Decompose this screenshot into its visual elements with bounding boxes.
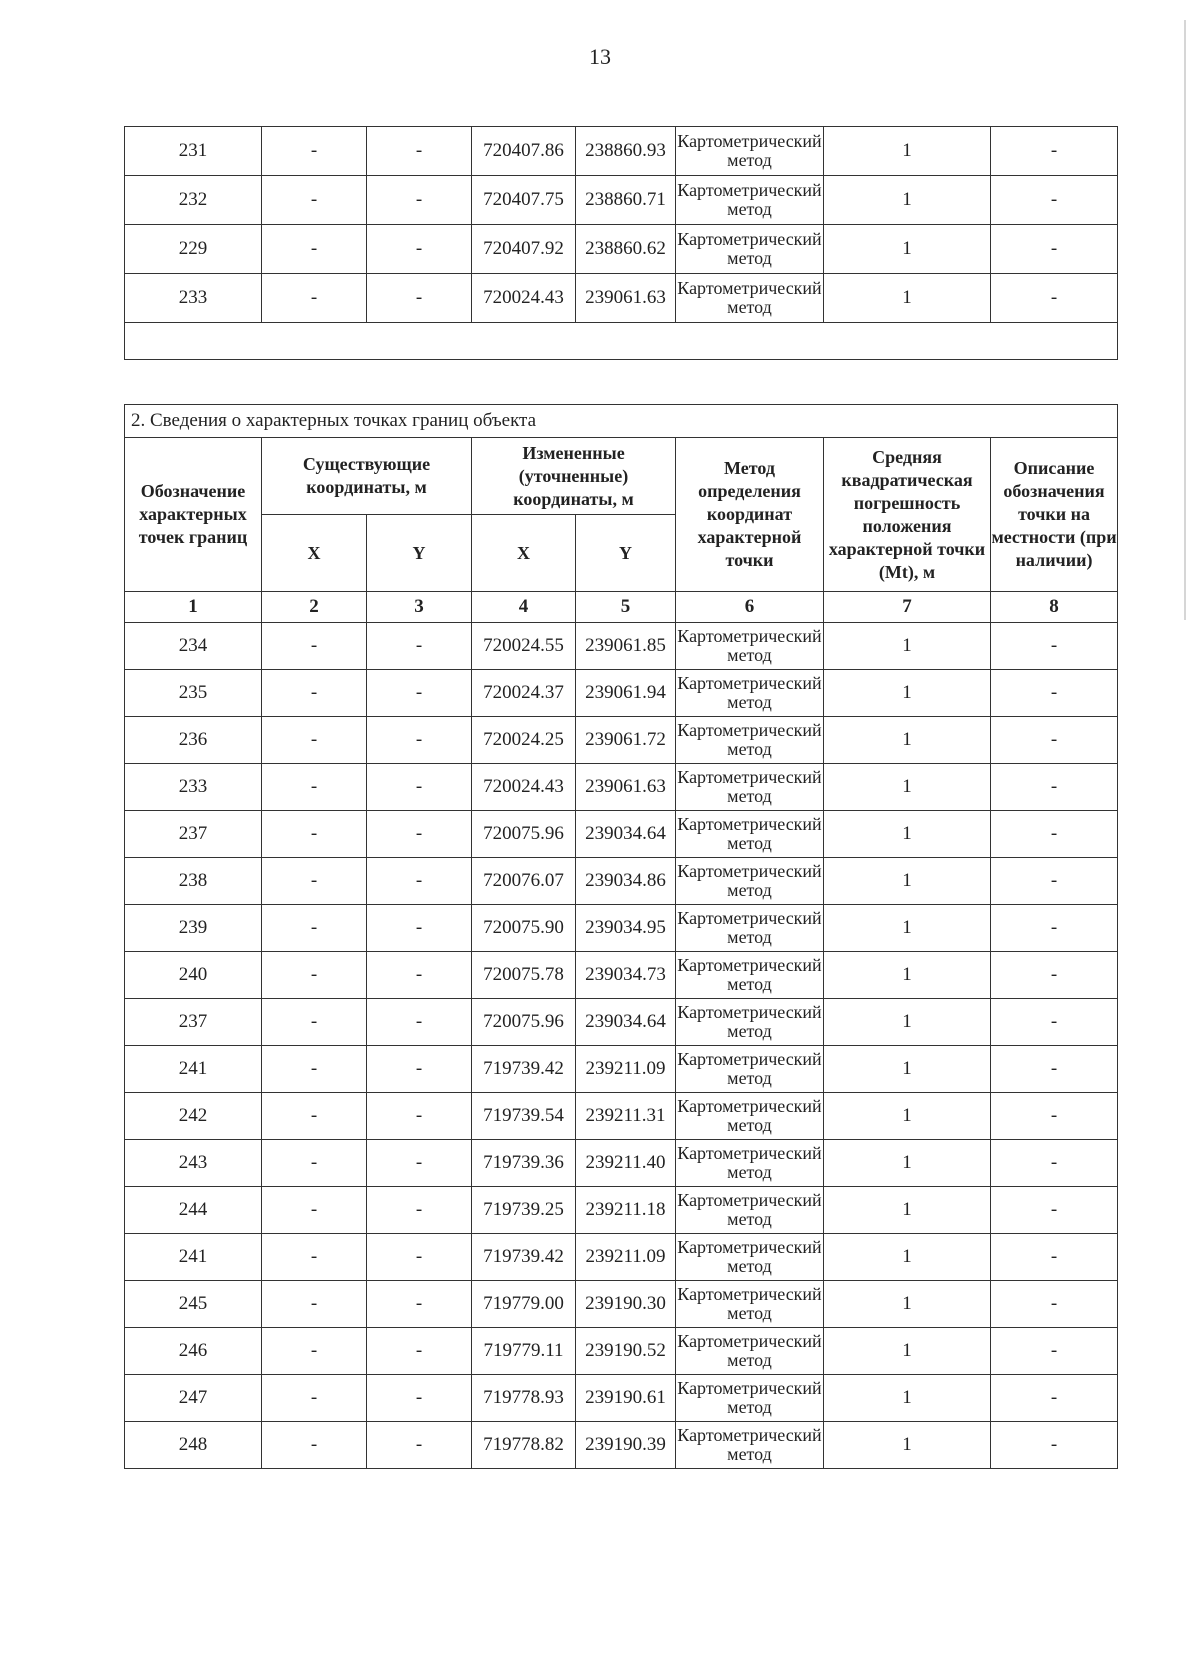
coordinate-x-cell: 720076.07 [472,858,576,905]
existing-x-cell: - [262,1375,367,1422]
header-existing-x: X [262,515,367,592]
existing-y-cell: - [367,952,472,999]
mean-error-cell: 1 [824,176,991,225]
description-cell: - [991,1422,1118,1469]
method-cell: Картометрический метод [676,1328,824,1375]
column-number: 4 [472,592,576,623]
point-cell: 242 [125,1093,262,1140]
header-existing-coordinates: Существующие координаты, м [262,438,472,515]
method-cell: Картометрический метод [676,1281,824,1328]
mean-error-cell: 1 [824,858,991,905]
coordinate-y-cell: 239034.95 [576,905,676,952]
description-cell: - [991,127,1118,176]
point-cell: 244 [125,1187,262,1234]
coordinate-x-cell: 719739.25 [472,1187,576,1234]
existing-x-cell: - [262,999,367,1046]
method-cell: Картометрический метод [676,670,824,717]
description-cell: - [991,952,1118,999]
method-cell: Картометрический метод [676,764,824,811]
table-row [125,274,1118,323]
mean-error-cell: 1 [824,905,991,952]
description-cell: - [991,670,1118,717]
coordinate-x-cell: 720407.92 [472,225,576,274]
mean-error-cell: 1 [824,1093,991,1140]
existing-x-cell: - [262,1328,367,1375]
existing-y-cell: - [367,1046,472,1093]
description-cell: - [991,1375,1118,1422]
existing-x-cell: - [262,176,367,225]
table-row [125,127,1118,176]
mean-error-cell: 1 [824,274,991,323]
coordinate-y-cell: 239061.94 [576,670,676,717]
coordinate-x-cell: 720024.55 [472,623,576,670]
method-cell: Картометрический метод [676,811,824,858]
table-row [125,225,1118,274]
point-cell: 243 [125,1140,262,1187]
method-cell: Картометрический метод [676,952,824,999]
existing-y-cell: - [367,905,472,952]
coordinate-y-cell: 238860.93 [576,127,676,176]
coordinate-y-cell: 239190.52 [576,1328,676,1375]
existing-x-cell: - [262,952,367,999]
point-cell: 245 [125,1281,262,1328]
coordinate-x-cell: 719739.42 [472,1046,576,1093]
description-cell: - [991,1093,1118,1140]
method-cell: Картометрический метод [676,623,824,670]
table-row [125,1093,1118,1140]
boundary-points-table [124,404,1118,1469]
coordinate-y-cell: 239211.09 [576,1234,676,1281]
description-cell: - [991,764,1118,811]
mean-error-cell: 1 [824,623,991,670]
column-number: 1 [125,592,262,623]
point-cell: 238 [125,858,262,905]
mean-error-cell: 1 [824,1328,991,1375]
coordinate-x-cell: 720075.96 [472,999,576,1046]
method-cell: Картометрический метод [676,999,824,1046]
point-cell: 241 [125,1046,262,1093]
description-cell: - [991,1234,1118,1281]
method-cell: Картометрический метод [676,858,824,905]
coordinate-x-cell: 719739.36 [472,1140,576,1187]
coordinate-y-cell: 239190.39 [576,1422,676,1469]
coordinate-y-cell: 239061.72 [576,717,676,764]
existing-y-cell: - [367,1187,472,1234]
existing-y-cell: - [367,176,472,225]
coordinate-x-cell: 720075.90 [472,905,576,952]
table-row [125,764,1118,811]
mean-error-cell: 1 [824,1375,991,1422]
coordinate-y-cell: 239211.18 [576,1187,676,1234]
coordinate-x-cell: 719739.54 [472,1093,576,1140]
method-cell: Картометрический метод [676,176,824,225]
coordinate-y-cell: 239211.40 [576,1140,676,1187]
mean-error-cell: 1 [824,811,991,858]
existing-y-cell: - [367,1093,472,1140]
description-cell: - [991,1328,1118,1375]
header-changed-y: Y [576,515,676,592]
table-row [125,717,1118,764]
existing-y-cell: - [367,1140,472,1187]
mean-error-cell: 1 [824,764,991,811]
point-cell: 234 [125,623,262,670]
existing-y-cell: - [367,225,472,274]
coordinate-x-cell: 720024.43 [472,764,576,811]
table-row [125,952,1118,999]
table-row [125,1328,1118,1375]
existing-y-cell: - [367,858,472,905]
existing-x-cell: - [262,127,367,176]
description-cell: - [991,1046,1118,1093]
point-cell: 237 [125,999,262,1046]
coordinate-x-cell: 720075.96 [472,811,576,858]
coordinate-x-cell: 720024.37 [472,670,576,717]
existing-x-cell: - [262,1422,367,1469]
point-cell: 236 [125,717,262,764]
point-cell: 229 [125,225,262,274]
table-row [125,1422,1118,1469]
coordinate-y-cell: 239061.85 [576,623,676,670]
existing-x-cell: - [262,274,367,323]
method-cell: Картометрический метод [676,127,824,176]
method-cell: Картометрический метод [676,1093,824,1140]
point-cell: 248 [125,1422,262,1469]
existing-x-cell: - [262,1187,367,1234]
method-cell: Картометрический метод [676,1187,824,1234]
mean-error-cell: 1 [824,127,991,176]
description-cell: - [991,905,1118,952]
method-cell: Картометрический метод [676,1234,824,1281]
description-cell: - [991,1187,1118,1234]
existing-x-cell: - [262,764,367,811]
header-method: Метод определения координат характерной точки [676,438,824,592]
continuation-table [124,126,1118,360]
existing-y-cell: - [367,717,472,764]
existing-y-cell: - [367,764,472,811]
method-cell: Картометрический метод [676,905,824,952]
table-row [125,670,1118,717]
point-cell: 235 [125,670,262,717]
existing-y-cell: - [367,999,472,1046]
description-cell: - [991,858,1118,905]
coordinate-x-cell: 719778.82 [472,1422,576,1469]
mean-error-cell: 1 [824,1281,991,1328]
header-designation: Обозначение характерных точек границ [125,438,262,592]
coordinate-y-cell: 239034.64 [576,999,676,1046]
section-title: 2. Сведения о характерных точках границ объекта [125,405,1118,438]
description-cell: - [991,623,1118,670]
coordinate-y-cell: 239190.61 [576,1375,676,1422]
method-cell: Картометрический метод [676,1046,824,1093]
mean-error-cell: 1 [824,1234,991,1281]
point-cell: 233 [125,274,262,323]
existing-y-cell: - [367,670,472,717]
coordinate-y-cell: 238860.62 [576,225,676,274]
column-number: 6 [676,592,824,623]
coordinate-x-cell: 720407.86 [472,127,576,176]
mean-error-cell: 1 [824,717,991,764]
table-row [125,858,1118,905]
header-mean-error: Средняя квадратическая погрешность положения характерной точки (Mt), м [824,438,991,592]
empty-row [125,323,1118,360]
header-description: Описание обозначения точки на местности (при наличии) [991,438,1118,592]
column-number: 2 [262,592,367,623]
table-row [125,1187,1118,1234]
method-cell: Картометрический метод [676,717,824,764]
existing-y-cell: - [367,811,472,858]
description-cell: - [991,717,1118,764]
mean-error-cell: 1 [824,1187,991,1234]
existing-y-cell: - [367,1422,472,1469]
mean-error-cell: 1 [824,1422,991,1469]
mean-error-cell: 1 [824,952,991,999]
column-number: 5 [576,592,676,623]
table-row [125,176,1118,225]
existing-y-cell: - [367,623,472,670]
point-cell: 247 [125,1375,262,1422]
existing-x-cell: - [262,623,367,670]
existing-x-cell: - [262,1140,367,1187]
column-number: 8 [991,592,1118,623]
page-edge-rule [1184,20,1186,620]
column-number: 7 [824,592,991,623]
coordinate-y-cell: 239034.73 [576,952,676,999]
existing-x-cell: - [262,225,367,274]
table-row [125,905,1118,952]
point-cell: 240 [125,952,262,999]
table-row [125,1375,1118,1422]
coordinate-y-cell: 239061.63 [576,274,676,323]
coordinate-y-cell: 239034.64 [576,811,676,858]
header-changed-coordinates: Измененные (уточненные) координаты, м [472,438,676,515]
coordinate-y-cell: 239061.63 [576,764,676,811]
coordinate-x-cell: 719778.93 [472,1375,576,1422]
existing-x-cell: - [262,1281,367,1328]
description-cell: - [991,811,1118,858]
table-row [125,1046,1118,1093]
coordinate-x-cell: 719739.42 [472,1234,576,1281]
method-cell: Картометрический метод [676,274,824,323]
existing-y-cell: - [367,274,472,323]
point-cell: 233 [125,764,262,811]
point-cell: 241 [125,1234,262,1281]
existing-y-cell: - [367,1281,472,1328]
existing-x-cell: - [262,811,367,858]
point-cell: 237 [125,811,262,858]
existing-x-cell: - [262,717,367,764]
method-cell: Картометрический метод [676,225,824,274]
existing-x-cell: - [262,905,367,952]
coordinate-y-cell: 239211.09 [576,1046,676,1093]
mean-error-cell: 1 [824,1046,991,1093]
existing-y-cell: - [367,1375,472,1422]
method-cell: Картометрический метод [676,1375,824,1422]
coordinate-y-cell: 239190.30 [576,1281,676,1328]
description-cell: - [991,1140,1118,1187]
description-cell: - [991,274,1118,323]
table-row [125,1140,1118,1187]
header-existing-y: Y [367,515,472,592]
description-cell: - [991,225,1118,274]
existing-y-cell: - [367,1234,472,1281]
mean-error-cell: 1 [824,999,991,1046]
table-row [125,999,1118,1046]
coordinate-x-cell: 720407.75 [472,176,576,225]
header-changed-x: X [472,515,576,592]
mean-error-cell: 1 [824,225,991,274]
table-row [125,1234,1118,1281]
table-row [125,811,1118,858]
point-cell: 232 [125,176,262,225]
coordinate-y-cell: 239211.31 [576,1093,676,1140]
existing-x-cell: - [262,1234,367,1281]
description-cell: - [991,999,1118,1046]
mean-error-cell: 1 [824,1140,991,1187]
coordinate-x-cell: 720024.25 [472,717,576,764]
column-number: 3 [367,592,472,623]
coordinate-y-cell: 238860.71 [576,176,676,225]
point-cell: 246 [125,1328,262,1375]
existing-x-cell: - [262,670,367,717]
point-cell: 239 [125,905,262,952]
existing-x-cell: - [262,1046,367,1093]
existing-y-cell: - [367,127,472,176]
coordinate-x-cell: 719779.11 [472,1328,576,1375]
empty-cell [125,323,1118,360]
method-cell: Картометрический метод [676,1140,824,1187]
table-row [125,623,1118,670]
existing-y-cell: - [367,1328,472,1375]
description-cell: - [991,1281,1118,1328]
table-row [125,1281,1118,1328]
coordinate-x-cell: 719779.00 [472,1281,576,1328]
existing-x-cell: - [262,1093,367,1140]
mean-error-cell: 1 [824,670,991,717]
method-cell: Картометрический метод [676,1422,824,1469]
coordinate-x-cell: 720075.78 [472,952,576,999]
existing-x-cell: - [262,858,367,905]
point-cell: 231 [125,127,262,176]
coordinate-x-cell: 720024.43 [472,274,576,323]
description-cell: - [991,176,1118,225]
page-number: 13 [589,44,611,69]
coordinate-y-cell: 239034.86 [576,858,676,905]
